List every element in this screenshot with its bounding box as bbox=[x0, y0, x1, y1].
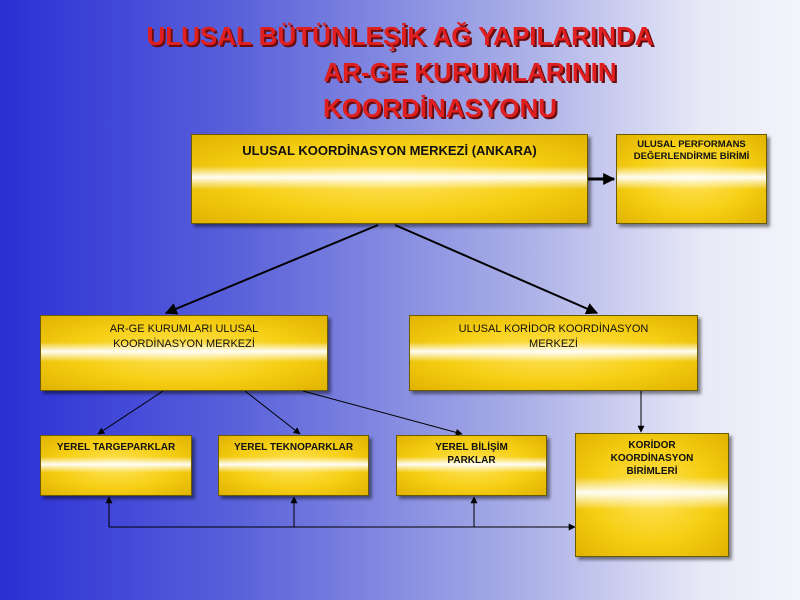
node-label: KORİDOR KOORDİNASYON BİRİMLERİ bbox=[610, 440, 694, 477]
edge-center-to-corridor bbox=[395, 225, 597, 313]
edge-rnd-to-technoparks bbox=[245, 391, 300, 434]
node-performance-unit bbox=[616, 134, 767, 224]
title-line-3: KOORDİNASYONU bbox=[322, 93, 557, 123]
node-label: YEREL TEKNOPARKLAR bbox=[233, 442, 354, 453]
node-label: ULUSAL PERFORMANS DEĞERLENDİRME BİRİMİ bbox=[633, 139, 750, 162]
edge-rnd-to-targeparks bbox=[98, 391, 163, 434]
node-corridor-units bbox=[575, 433, 729, 557]
node-label: ULUSAL KORİDOR KOORDİNASYON MERKEZİ bbox=[458, 323, 649, 350]
node-label: YEREL BİLİŞİM PARKLAR bbox=[435, 442, 508, 466]
node-corridor-coordination-center bbox=[409, 315, 698, 391]
node-label: ULUSAL KOORDİNASYON MERKEZİ (ANKARA) bbox=[242, 143, 537, 158]
node-national-coordination-center bbox=[191, 134, 588, 224]
title-line-2: AR-GE KURUMLARININ bbox=[323, 57, 617, 87]
node-local-technoparks bbox=[218, 435, 369, 496]
node-label: AR-GE KURUMLARI ULUSAL KOORDİNASYON MERKEZİ bbox=[109, 323, 259, 350]
edge-rnd-to-itparks bbox=[303, 391, 462, 434]
node-rnd-coordination-center bbox=[40, 315, 328, 391]
node-local-it-parks bbox=[396, 435, 547, 496]
title-line-1: ULUSAL BÜTÜNLEŞİK AĞ YAPILARINDA bbox=[146, 21, 654, 51]
node-local-targeparks bbox=[40, 435, 192, 496]
edge-center-to-rnd bbox=[166, 225, 378, 313]
node-label: YEREL TARGEPARKLAR bbox=[56, 442, 176, 453]
